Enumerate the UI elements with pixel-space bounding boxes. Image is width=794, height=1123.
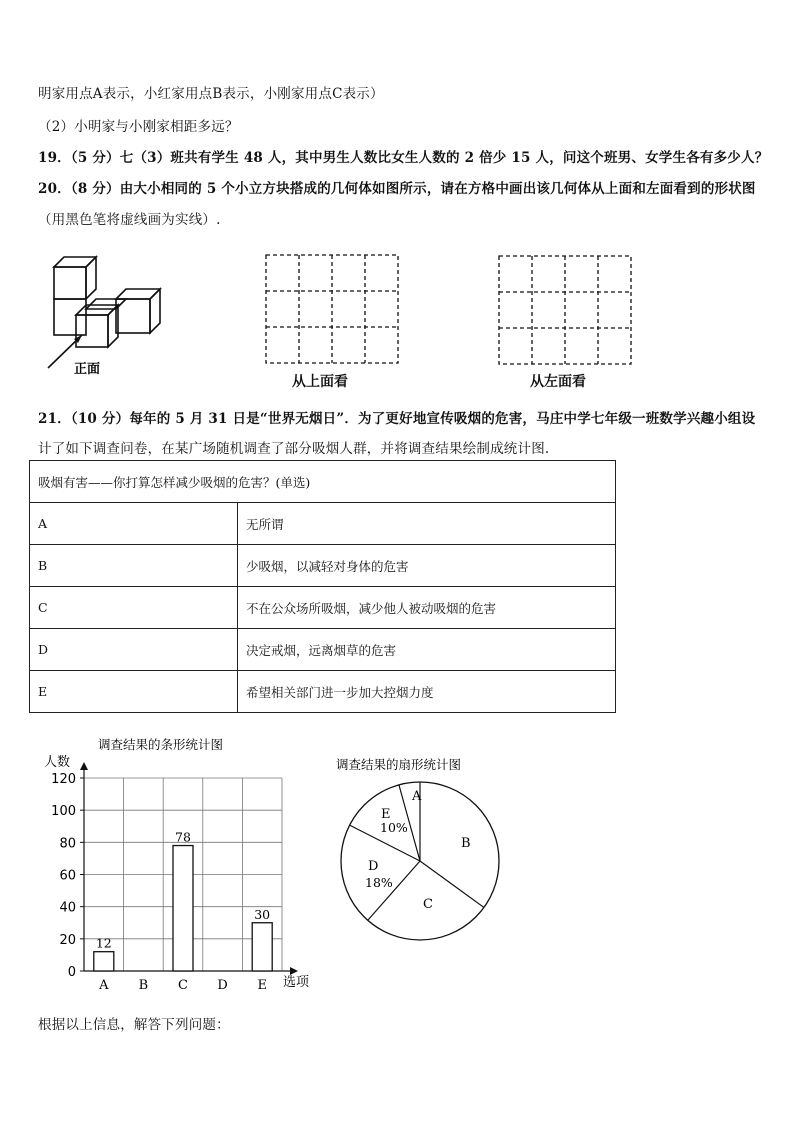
cube-figure: [44, 255, 174, 380]
question-21-cont: 计了如下调查问卷，在某广场随机调查了部分吸烟人群，并将调查结果绘制成统计图.: [38, 441, 550, 457]
bar-A: [94, 952, 114, 971]
option-key: B: [30, 545, 238, 587]
table-row: [30, 503, 616, 545]
text-line-final: 根据以上信息，解答下列问题：: [38, 1017, 230, 1033]
bar-value-label: 78: [175, 829, 191, 845]
question-20: 20．（8 分）由大小相同的 5 个小立方块搭成的几何体如图所示，请在方格中画出该几何体从上面和左面看到的形状图: [38, 181, 756, 197]
y-tick-label: 60: [59, 868, 76, 884]
x-axis-arrow: [290, 967, 298, 975]
x-tick-label: C: [178, 978, 188, 993]
y-tick-label: 100: [51, 804, 76, 820]
option-key: D: [30, 629, 238, 671]
option-text: 决定戒烟，远离烟草的危害: [238, 629, 616, 671]
table-row: [30, 545, 616, 587]
pie-label-A: A: [412, 789, 422, 804]
y-tick-label: 80: [59, 836, 76, 852]
bar-E: [252, 923, 272, 971]
survey-header-row: [30, 461, 616, 503]
left-view-label: 从左面看: [530, 374, 586, 390]
table-row: [30, 671, 616, 713]
x-tick-label: E: [257, 978, 267, 993]
x-tick-label: B: [138, 978, 149, 993]
y-tick-label: 20: [59, 932, 76, 948]
pie-label-B: B: [461, 836, 471, 851]
y-tick-label: 0: [67, 965, 76, 980]
text-line-1: 明家用点A表示，小红家用点B表示，小刚家用点C表示）: [38, 86, 384, 102]
front-label: 正面: [74, 362, 101, 377]
cube-top-face: [54, 257, 96, 267]
bar-chart-ylabel: 人数: [44, 755, 71, 770]
y-tick-label: 120: [51, 772, 76, 787]
bar-chart-xlabel: 选项: [283, 975, 310, 990]
pie-percent-D: 18%: [365, 875, 393, 890]
option-text: 希望相关部门进一步加大控烟力度: [238, 671, 616, 713]
x-tick-label: A: [99, 978, 109, 993]
y-tick-label: 40: [59, 900, 76, 916]
bar-chart-title: 调查结果的条形统计图: [98, 737, 224, 752]
left-view-grid[interactable]: [497, 254, 633, 366]
survey-question: 吸烟有害——你打算怎样减少吸烟的危害？(单选): [30, 461, 616, 503]
table-row: [30, 629, 616, 671]
option-text: 不在公众场所吸烟，减少他人被动吸烟的危害: [238, 587, 616, 629]
x-tick-label: D: [217, 978, 228, 993]
survey-table: [29, 460, 616, 713]
table-row: [30, 587, 616, 629]
question-20-note: （用黑色笔将虚线画为实线）.: [38, 212, 221, 228]
top-view-grid[interactable]: [264, 253, 400, 365]
pie-label-E: E: [381, 807, 391, 822]
pie-chart: [330, 752, 520, 942]
bar-C: [173, 846, 193, 971]
pie-label-D: D: [368, 859, 379, 874]
top-view-label: 从上面看: [292, 374, 348, 390]
pie-chart-title: 调查结果的扇形统计图: [336, 757, 462, 772]
option-key: C: [30, 587, 238, 629]
bar-value-label: 12: [95, 935, 112, 951]
option-text: 少吸烟，以减轻对身体的危害: [238, 545, 616, 587]
pie-label-C: C: [423, 897, 433, 912]
question-21: 21．（10 分）每年的 5 月 31 日是“世界无烟日”．为了更好地宣传吸烟的危害，马庄中学七年级一班数学兴趣小组设: [38, 411, 756, 427]
question-19: 19．（5 分）七（3）班共有学生 48 人，其中男生人数比女生人数的 2 倍少 15 人，问这个班男、女学生各有多少人？: [38, 150, 769, 166]
option-text: 无所谓: [238, 503, 616, 545]
bar-chart: [38, 733, 323, 995]
option-key: A: [30, 503, 238, 545]
bar-value-label: 30: [254, 906, 271, 922]
pie-percent-E: 10%: [380, 820, 408, 835]
option-key: E: [30, 671, 238, 713]
y-axis-arrow: [80, 762, 88, 770]
text-line-2: （2）小明家与小刚家相距多远？: [38, 119, 239, 135]
